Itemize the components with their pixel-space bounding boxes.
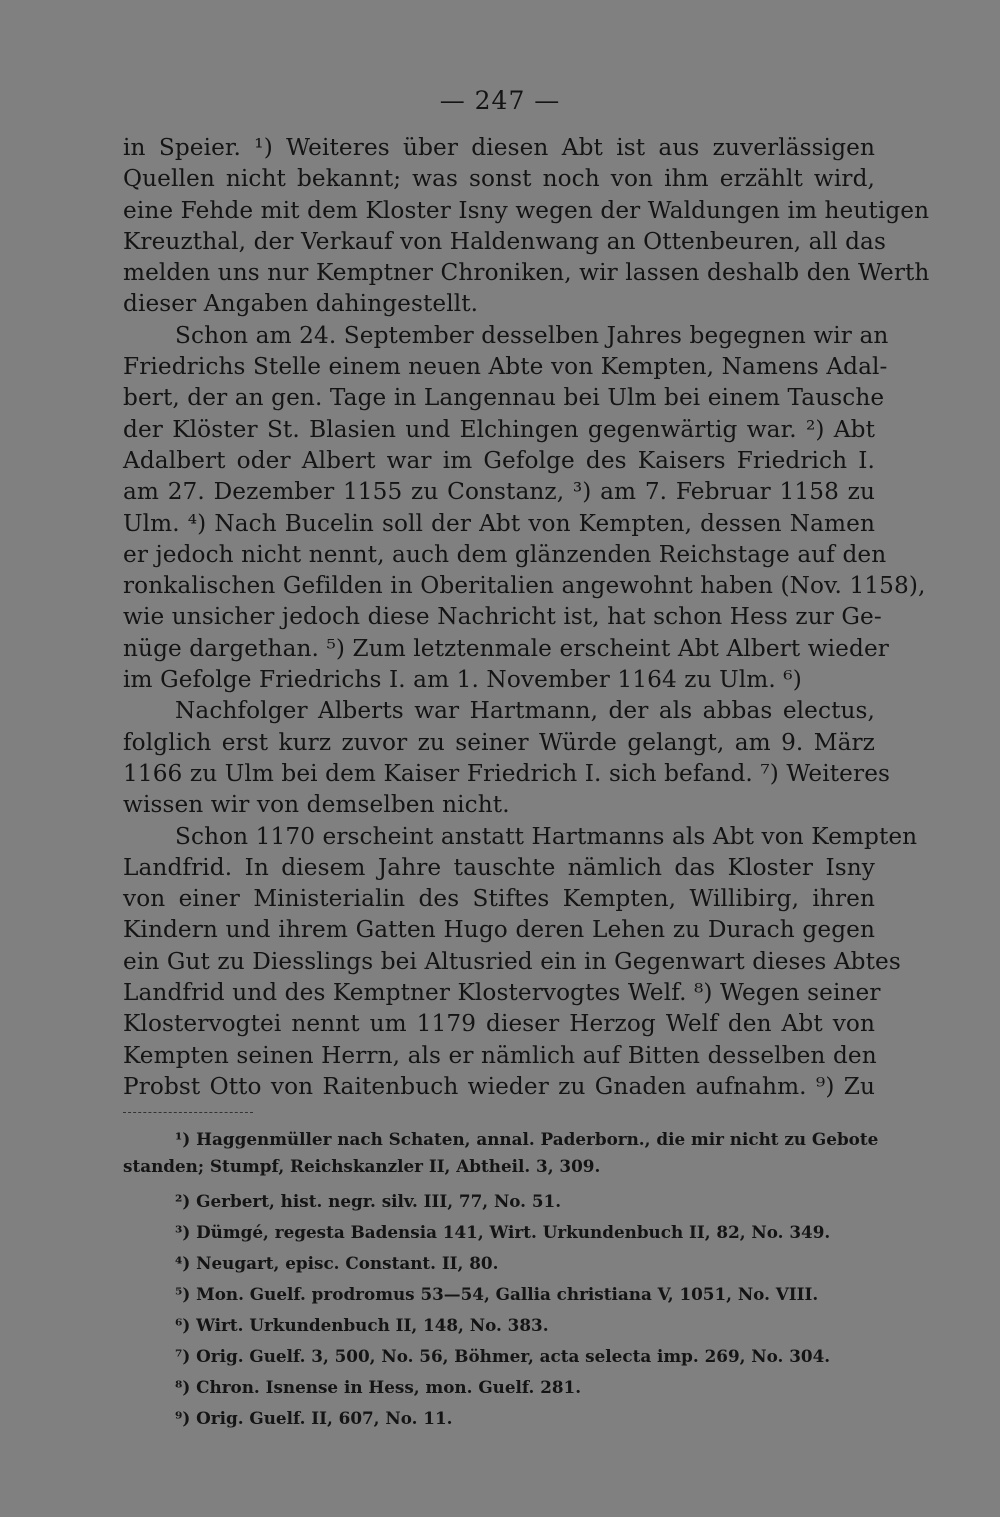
text-line: Klostervogtei nennt um 1179 dieser Herzog Welf den Abt von <box>123 1010 875 1038</box>
footnote-line: ⁶) Wirt. Urkundenbuch II, 148, No. 383. <box>175 1315 549 1335</box>
footnote-line: ⁴) Neugart, episc. Constant. II, 80. <box>175 1253 499 1273</box>
footnote-line: ³) Dümgé, regesta Badensia 141, Wirt. Urkundenbuch II, 82, No. 349. <box>175 1222 831 1242</box>
text-line: er jedoch nicht nennt, auch dem glänzenden Reichstage auf den <box>123 540 887 568</box>
text-line: 1166 zu Ulm bei dem Kaiser Friedrich I. sich befand. ⁷) Weiteres <box>123 759 891 787</box>
text-line: am 27. Dezember 1155 zu Constanz, ³) am 7. Februar 1158 zu <box>123 478 875 506</box>
text-line: Kempten seinen Herrn, als er nämlich auf Bitten desselben den <box>123 1041 877 1069</box>
text-line: dieser Angaben dahingestellt. <box>123 290 479 318</box>
text-line: folglich erst kurz zuvor zu seiner Würde gelangt, am 9. März <box>123 728 875 756</box>
text-line: ronkalischen Gefilden in Oberitalien angewohnt haben (Nov. 1158), <box>123 572 926 600</box>
text-line: Schon 1170 erscheint anstatt Hartmanns als Abt von Kempten <box>175 822 918 850</box>
text-line: Ulm. ⁴) Nach Bucelin soll der Abt von Kempten, dessen Namen <box>123 509 875 537</box>
text-line: Landfrid und des Kemptner Klostervogtes Welf. ⁸) Wegen seiner <box>123 979 881 1007</box>
text-line: von einer Ministerialin des Stiftes Kempten, Willibirg, ihren <box>123 885 875 913</box>
footnote-line: ⁵) Mon. Guelf. prodromus 53—54, Gallia christiana V, 1051, No. VIII. <box>175 1284 819 1304</box>
footnote-line: ¹) Haggenmüller nach Schaten, annal. Paderborn., die mir nicht zu Gebote <box>175 1129 879 1149</box>
text-line: Kreuzthal, der Verkauf von Haldenwang an Ottenbeuren, all das <box>123 227 886 255</box>
text-line: Kindern und ihrem Gatten Hugo deren Lehen zu Durach gegen <box>123 916 875 944</box>
footnote-line: ⁹) Orig. Guelf. II, 607, No. 11. <box>175 1408 453 1428</box>
footnote-line: ⁷) Orig. Guelf. 3, 500, No. 56, Böhmer, acta selecta imp. 269, No. 304. <box>175 1346 831 1366</box>
text-line: Adalbert oder Albert war im Gefolge des Kaisers Friedrich I. <box>123 446 875 474</box>
text-line: eine Fehde mit dem Kloster Isny wegen der Waldungen im heutigen <box>123 196 930 224</box>
text-line: ein Gut zu Diesslings bei Altusried ein in Gegenwart dieses Abtes <box>123 947 901 975</box>
text-line: in Speier. ¹) Weiteres über diesen Abt ist aus zuverlässigen <box>123 134 875 161</box>
footnote-line: standen; Stumpf, Reichskanzler II, Abtheil. 3, 309. <box>123 1156 601 1176</box>
text-line: wie unsicher jedoch diese Nachricht ist, hat schon Hess zur Ge- <box>123 603 882 631</box>
text-line: nüge dargethan. ⁵) Zum letztenmale erscheint Abt Albert wieder <box>123 634 889 662</box>
page-number: — 247 — <box>439 86 561 115</box>
text-line: melden uns nur Kemptner Chroniken, wir lassen deshalb den Werth <box>123 259 930 287</box>
text-line: bert, der an gen. Tage in Langennau bei Ulm bei einem Tausche <box>123 384 885 412</box>
text-line: Landfrid. In diesem Jahre tauschte nämlich das Kloster Isny <box>123 853 875 881</box>
footnote-divider <box>123 1112 253 1113</box>
text-line: Nachfolger Alberts war Hartmann, der als abbas electus, <box>175 697 875 725</box>
text-line: Quellen nicht bekannt; was sonst noch von ihm erzählt wird, <box>123 165 875 193</box>
text-line: wissen wir von demselben nicht. <box>123 791 510 819</box>
text-line: Schon am 24. September desselben Jahres begegnen wir an <box>175 321 889 349</box>
text-line: im Gefolge Friedrichs I. am 1. November 1164 zu Ulm. ⁶) <box>123 666 802 694</box>
footnote-line: ²) Gerbert, hist. negr. silv. III, 77, No. 51. <box>175 1191 562 1211</box>
text-line: Friedrichs Stelle einem neuen Abte von Kempten, Namens Adal- <box>123 353 888 381</box>
text-line: der Klöster St. Blasien und Elchingen gegenwärtig war. ²) Abt <box>123 415 875 443</box>
text-line: Probst Otto von Raitenbuch wieder zu Gnaden aufnahm. ⁹) Zu <box>123 1072 875 1100</box>
footnote-line: ⁸) Chron. Isnense in Hess, mon. Guelf. 281. <box>175 1377 582 1397</box>
footnotes <box>123 1124 879 1434</box>
body-text <box>123 132 930 1102</box>
